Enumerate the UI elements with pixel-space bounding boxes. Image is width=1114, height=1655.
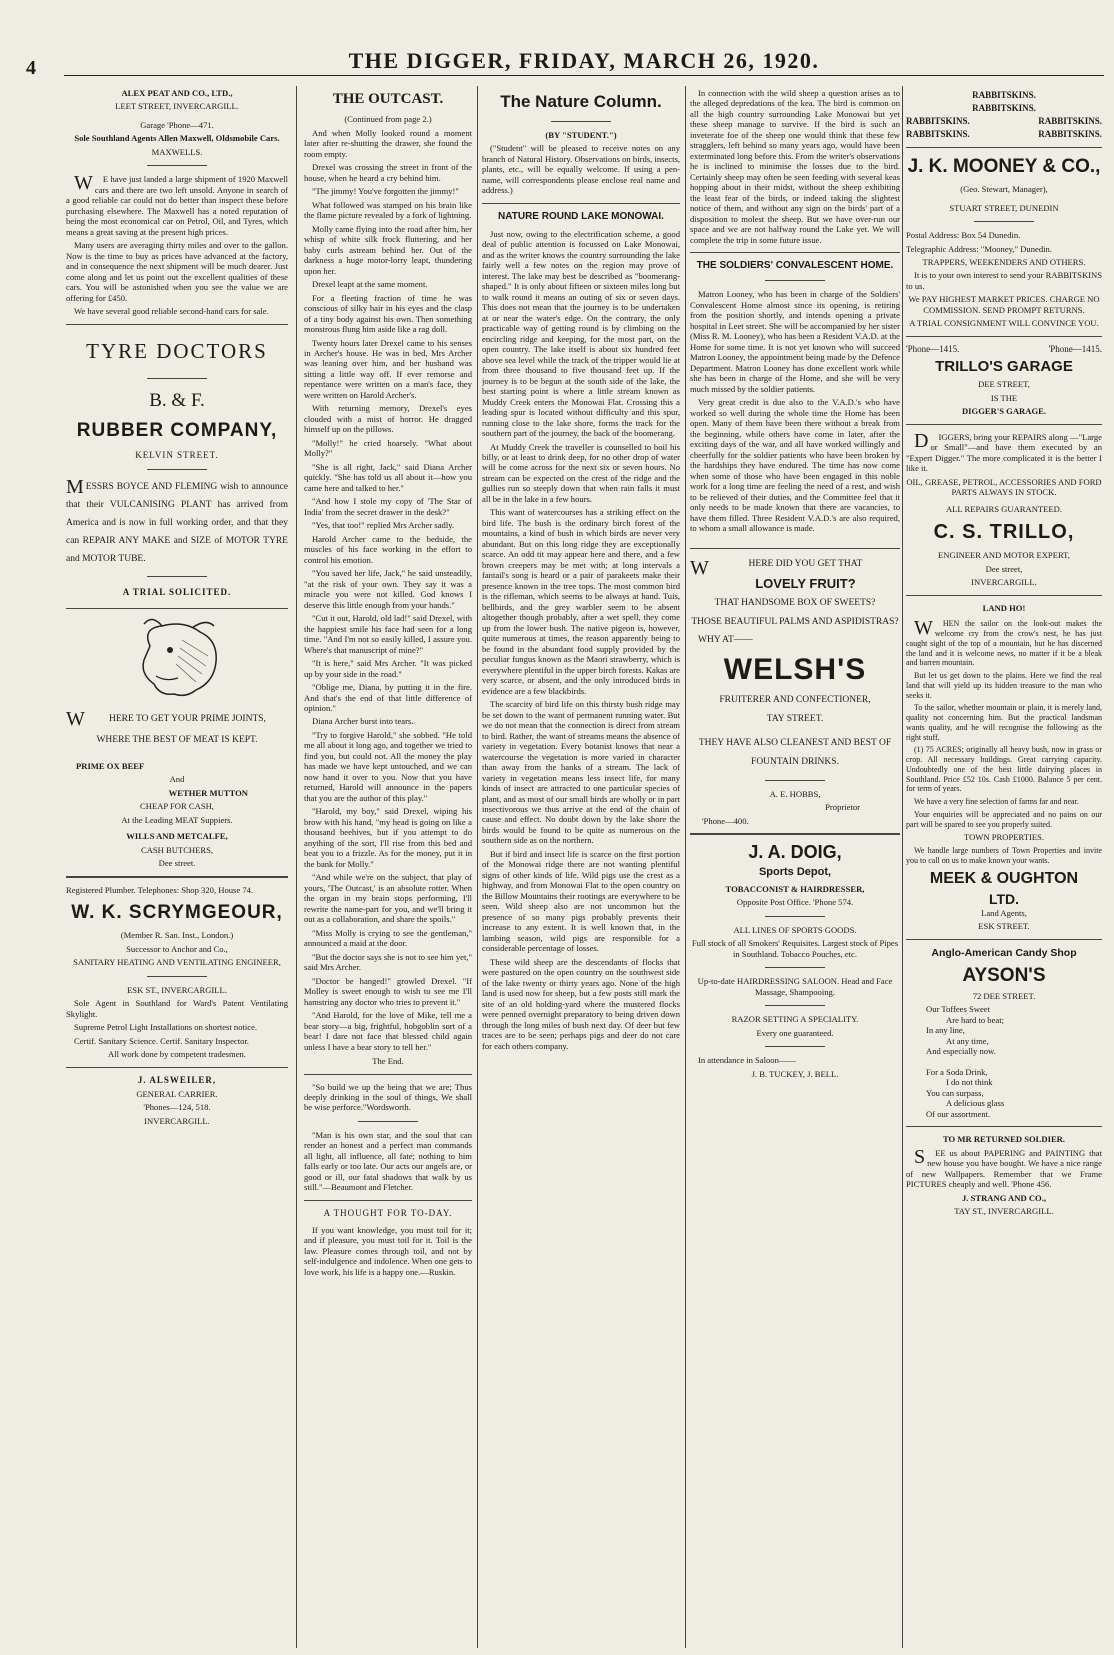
column-2 [304, 88, 472, 1648]
land-paragraph: WHEN the sailor on the look-out makes the welcome cry from the crow's nest, he has just caught sight of the top of a mountain, but he has discerned the land and it is welcome news, no matter if it be a bleak and barren mountain. [906, 617, 1102, 668]
divider [906, 336, 1102, 337]
wordsworth-quote: "So build we up the being that we are; Thus deeply drinking in the soul of things, We shall be wise perforce."Wordsworth. [304, 1081, 472, 1113]
rabbitskins-label: RABBITSKINS. [1038, 128, 1102, 139]
why-at: WHY AT—— [698, 634, 753, 645]
trial-solicited: A TRIAL SOLICITED. [122, 586, 232, 597]
column-1 [66, 88, 288, 1648]
razor-line: RAZOR SETTING A SPECIALITY. [731, 1014, 859, 1025]
strang-name: J. STRANG AND CO., [961, 1192, 1047, 1203]
nature-intro: ("Student" will be pleased to receive notes on any branch of Natural History. Observations on birds, insects, plants, etc., will be equally welcome. If using a pen-name, will correspondents please enclose real name and address.) [482, 143, 680, 196]
divider [551, 121, 611, 122]
outcast-heading: THE OUTCAST. [332, 91, 444, 107]
hobbs-name: A. E. HOBBS, [769, 788, 821, 799]
outcast-paragraph: With returning memory, Drexel's eyes clouded with a mist of horror. He dragged himself up on the pillows. [304, 403, 472, 435]
outcast-paragraph: "And how I stole my copy of 'The Star of India' from the secret drawer in the desk?" [304, 496, 472, 517]
column-rule [685, 86, 686, 1648]
carrier-line: GENERAL CARRIER. [136, 1088, 218, 1099]
poem-line: A delicious glass [946, 1098, 1005, 1109]
column-4 [690, 88, 900, 1648]
plumber-line: Registered Plumber. Telephones: Shop 320, House 74. [66, 884, 254, 895]
full-stock: Full stock of all Smokers' Requisites. Largest stock of Pipes in Southland. Tobacco Pouches, etc. [691, 938, 899, 959]
outcast-paragraph: For a fleeting fraction of time he was conscious of silky hair in his eyes and the clasp of a tiny body against his own. Then something monstrous flung him aside like a rag doll. [304, 292, 472, 335]
all-work-line: All work done by competent tradesmen. [108, 1049, 246, 1060]
kea-paragraph: In connection with the wild sheep a question arises as to the alleged depredations of the kea. The bird is common on all the high country surrounding Lake Monowai but yet these sheep manage to survive. If the bird is such an inveterate foe of the sheep one would think that these few stragglers, left behind so many years ago, would have been exterminated long before this. From the writer's observations he is inclined to minimise the losses due to the bird. Certainly sheep may often be seen feeding with several keas hopping about in their midst, without the sheep exhibiting the least fear of the birds, or indeed taking the slightest notice of them, and without any sign on the birds' part of a disposition to molest the sheep. But we have over-run our space and we are not halfway round the Lake yet. We will complete the trip in some future issue. [690, 88, 900, 245]
land-paragraph: We handle large numbers of Town Properties and invite you to call on us to make known your wants. [906, 845, 1102, 865]
outcast-paragraph: Drexel was crossing the street in front of the house, when he heard a cry behind him. [304, 162, 472, 183]
outcast-paragraph: "And Harold, for the love of Mike, tell me a bear story—a big, frightful, hobgoblin sort of a bear! I dare not face that blessed child again unless I have a bear story to tell her." [304, 1010, 472, 1052]
divider [765, 780, 825, 781]
outcast-paragraph: "The jimmy! You've forgotten the jimmy!" [312, 186, 459, 197]
masthead [64, 48, 1104, 76]
divider [66, 876, 288, 878]
fruit-line-4: THOSE BEAUTIFUL PALMS AND ASPIDISTRAS? [691, 616, 899, 627]
divider [690, 252, 900, 253]
poem-line [906, 1057, 1102, 1067]
rabbitskins-label: RABBITSKINS. [906, 115, 970, 126]
divider [974, 221, 1034, 222]
leading-meat: At the Leading MEAT Suppiers. [121, 814, 233, 825]
attendance-line: In attendance in Saloon—— [698, 1055, 797, 1066]
divider [765, 967, 825, 968]
and-text: And [169, 774, 185, 785]
poem-line: You can surpass, [926, 1087, 984, 1098]
peat-brand: MAXWELLS. [151, 146, 203, 157]
sole-agent-line: Sole Agent in Southland for Ward's Patent Ventilating Skylight. [66, 998, 288, 1019]
meat-headline: WHERE TO GET YOUR PRIME JOINTS, [66, 707, 266, 730]
pay-line: We PAY HIGHEST MARKET PRICES. CHARGE NO COMMISSION. SEND PROMPT RETURNS. [908, 294, 1100, 315]
land-paragraph: We have a very fine selection of farms far and near. [914, 797, 1079, 807]
fruit-line-1: WHERE DID YOU GET THAT [690, 556, 863, 579]
phone-row [906, 344, 1102, 355]
divider [690, 833, 900, 835]
cash-butchers: CASH BUTCHERS, [140, 844, 214, 855]
rabbitskins-label: RABBITSKINS. [972, 102, 1036, 113]
rabbitskins-row [906, 90, 1102, 101]
thought-heading: A THOUGHT FOR TO-DAY. [323, 1207, 453, 1218]
land-paragraph: (1) 75 ACRES; originally all heavy bush, now in grass or crop. All necessary buildings. Great carrying capacity. Undoubtedly one of the best little dairying places in Southland. Price £52 10s. Cash £1000. Balance 5 per cent. for term of years. [906, 745, 1102, 794]
ox-head-icon [122, 616, 232, 704]
supreme-line: Supreme Petrol Light Installations on shortest notice. [74, 1022, 258, 1033]
trillos-garage-heading: TRILLO'S GARAGE [935, 357, 1073, 375]
divider [66, 1067, 288, 1068]
column-5 [906, 88, 1102, 1648]
wether-mutton: WETHER MUTTON [168, 787, 248, 798]
nature-paragraph: The scarcity of bird life on this thirsty bush ridge may be set down to the want of permanent running water. But we do not mean that the connection is direct from stream to bird. Rather, the want of streams means the absence of variety in vegetation. Every botanist knows that near a watercourse the vegetation is more varied in character than away from the banks of a stream. The lack of variety in vegetation means less insect life, for many kinds of insect are attracted to one particular species of plant, and as most of our small birds are wholly or in part insectivorous we thus arrive at the end of the chain of cause and effect. No doubt down by the lake shore the birds would be found to be quite as numerous on the southern side as on the northern. [482, 699, 680, 846]
outcast-paragraph: Diana Archer burst into tears. [312, 716, 414, 727]
rabbitskins-label: RABBITSKINS. [972, 90, 1036, 100]
rabbitskins-row [906, 103, 1102, 114]
divider [147, 976, 207, 977]
outcast-paragraph: "She is all right, Jack," said Diana Archer quickly. "She has told us all about it—how you came here and talked to her." [304, 461, 472, 493]
divider [147, 469, 207, 470]
wills-metcalfe: WILLS AND METCALFE, [126, 831, 228, 842]
divider [66, 608, 288, 609]
dee72-line: 72 DEE STREET. [972, 990, 1036, 1001]
divider [304, 1200, 472, 1201]
oil-line: OIL, GREASE, PETROL, ACCESSORIES AND FORD PARTS ALWAYS IN STOCK. [906, 476, 1102, 498]
peat-name: ALEX PEAT AND CO., LTD., [121, 88, 233, 98]
rabbitskins-row [906, 129, 1102, 140]
peat-paragraph: Many users are averaging thirty miles and over to the gallon. Now is the time to buy as prices have advanced at the factory, and in consequence the next shipment will be much dearer. Just come along and let us point out the excellent qualities of these cars. You will be astonished when you see the value we are offering for £450. [66, 240, 288, 303]
monowai-heading: NATURE ROUND LAKE MONOWAI. [498, 210, 664, 222]
member-line: (Member R. San. Inst., London.) [120, 930, 234, 941]
cheap-for-cash: CHEAP FOR CASH, [140, 801, 214, 812]
candy-shop-heading: Anglo-American Candy Shop [931, 946, 1077, 959]
doig-heading: J. A. DOIG, [748, 842, 842, 863]
newspaper-title: THE DIGGER, FRIDAY, MARCH 26, 1920. [348, 48, 820, 73]
outcast-paragraph: Drexel leapt at the same moment. [312, 279, 428, 290]
mooney-heading: J. K. MOONEY & CO., [907, 155, 1101, 177]
peat-paragraph: WE have just landed a large shipment of 1920 Maxwell cars and there are two left unsold. Anyone in search of a good reliable car could not do better than inspect these before purchasing elsewhere. The Maxwell has a noted reputation of being the most economical car on Petrol, Oil, and Tyres, which means a great saving at the present high prices. [66, 172, 288, 237]
dee-street: Dee street. [158, 858, 196, 869]
dee-street-line: DEE STREET, [978, 379, 1030, 390]
beaumont-quote: "Man is his own star, and the soul that can render an honest and a perfect man commands all light, all influence, all fate; nothing to him falls early or too late. Our acts our angels are, or good or ill, our fatal shadows that walk by us still."—Beaumont and Fletcher. [304, 1129, 472, 1193]
cleanest-line: THEY HAVE ALSO CLEANEST AND BEST OF FOUNTAIN DRINKS. [698, 737, 892, 767]
land-agents: Land Agents, [981, 907, 1027, 918]
poem-line: I do not think [946, 1077, 993, 1088]
divider [765, 916, 825, 917]
tobacconist-line: TOBACCONIST & HAIRDRESSER, [725, 883, 865, 894]
peat-paragraph: We have several good reliable second-hand cars for sale. [74, 306, 269, 317]
divider [482, 203, 680, 204]
diggers-garage-line: DIGGER'S GARAGE. [961, 406, 1047, 417]
invercargill-line: INVERCARGILL. [144, 1115, 210, 1126]
kelvin-street: KELVIN STREET. [135, 449, 219, 460]
divider [765, 1046, 825, 1047]
poem-line: Of our assortment. [926, 1108, 991, 1119]
esk-street: ESK STREET. [978, 921, 1030, 932]
thought-text: If you want knowledge, you must toil for it; and if pleasure, you must toil for it. Toil is the law. Pleasure comes through toil, and not by self-indulgence and indolence. When one gets to love work, his life is a happy one.—Ruskin. [304, 1224, 472, 1277]
sanitary-line: SANITARY HEATING AND VENTILATING ENGINEER, [73, 957, 281, 968]
soldiers-heading: THE SOLDIERS' CONVALESCENT HOME. [696, 260, 894, 272]
candy-poem [906, 1004, 1102, 1119]
nature-paragraph: These wild sheep are the descendants of flocks that were pastured on the open country on the southwest side of the lake twenty or thirty years ago. None of the high land is used now for sheep, but a few posts still mark the site of an old holding-yard where the mustered flocks were penned overnight preparatory to being driven down through the long miles of bush next day. Of deer but few traces are to be seen; perhaps pigs and deer do not care for each others company. [482, 956, 680, 1051]
divider [765, 1005, 825, 1006]
phones-line: 'Phones—124, 518. [143, 1102, 211, 1113]
rubber-company-heading: RUBBER COMPANY, [76, 419, 278, 441]
scrymgeour-heading: W. K. SCRYMGEOUR, [71, 902, 283, 924]
land-ho-heading: LAND HO! [982, 602, 1026, 613]
outcast-paragraph: Molly came flying into the road after him, her whisp of white silk frock fluttering, and her baby curls astream behind her. Out of the darkness a huge motor-lorry leapt, thundering upon her. [304, 223, 472, 276]
soldiers-paragraph: Matron Looney, who has been in charge of the Soldiers' Convalescent Home almost since its opening, is retiring from the position shortly, and intends opening a private hospital in Leet street. She will be accompanied by her sister (Miss R. M. Looney), who has been a Resident V.A.D. at the Home for some time. It is not yet known who will succeed Matron Looney, the appointment being made by the Defence Department. Matron Looney has done excellent work while she has been in charge of the Home, and she will be very much missed by the soldier patients. [690, 289, 900, 394]
page-number: 4 [26, 57, 36, 79]
nature-column-heading: The Nature Column. [500, 92, 662, 111]
returned-soldier-heading: TO MR RETURNED SOLDIER. [942, 1134, 1066, 1145]
trillo-heading: C. S. TRILLO, [933, 521, 1075, 543]
nature-paragraph: But if bird and insect life is scarce on the first portion of the Monowai ridge there are not wanting plentiful signs of other kinds of life. Wild pigs use the crest as a highway, and from Monowai Flat to the open country on the Billow Mountains their rootings are everywhere to be seen. Wild sheep also are not uncommon but the presence of so many pigs probably prevents their increase to any extent. It is well known that, in the lambing season, wild pigs are responsible for a considerable percentage of losses. [482, 848, 680, 954]
dee-street-small: Dee street, [985, 563, 1023, 574]
land-paragraph: To the sailor, whether mountain or plain, it is merely land, quality not concerning him. But the practical landsman wants quality, and he will recognise the following as the right stuff. [906, 703, 1102, 742]
ltd-heading: LTD. [988, 890, 1020, 907]
column-rule [296, 86, 297, 1648]
poem-line: Are hard to beat; [946, 1014, 1004, 1025]
divider [147, 378, 207, 379]
column-3 [482, 88, 680, 1648]
divider [906, 147, 1102, 148]
divider [66, 324, 288, 325]
boyce-text: MESSRS BOYCE AND FLEMING wish to announce that their VULCANISING PLANT has arrived from America and is now in full working order, and that they can REPAIR ANY MAKE and SIZE of MOTOR TYRE and MOTOR TUBE. [66, 475, 288, 564]
outcast-paragraph: What followed was stamped on his brain like the flame picture revealed by a fork of lightning. [304, 199, 472, 221]
rabbitskins-label: RABBITSKINS. [1038, 115, 1102, 126]
esk-line: ESK ST., INVERCARGILL. [127, 984, 227, 995]
poem-line: Our Toffees Sweet [926, 1004, 990, 1015]
engineer-line: ENGINEER AND MOTOR EXPERT, [938, 550, 1070, 561]
tyre-doctors-heading: TYRE DOCTORS [86, 338, 268, 363]
poem-line: In any line, [926, 1025, 965, 1036]
divider [147, 576, 207, 577]
outcast-paragraph: "Cut it out, Harold, old lad!" said Drexel, with the happiest smile his face had seen for a long time. "And I'm not so easily killed, I assure you. Where's that manuscript of mine?" [304, 613, 472, 655]
diggers-paragraph: DIGGERS, bring your REPAIRS along —"Large or Small"—and have them executed by an "Expert Digger." The more complicated it is the better I like it. [906, 429, 1102, 474]
the-end: The End. [372, 1056, 404, 1067]
column-rule [477, 86, 478, 1648]
outcast-paragraph: "Molly!" he cried hoarsely. "What about Molly?" [304, 437, 472, 459]
invercargill-small: INVERCARGILL. [971, 577, 1037, 588]
all-repairs-line: ALL REPAIRS GUARANTEED. [945, 503, 1063, 514]
meat-subline: WHERE THE BEST OF MEAT IS KEPT. [96, 734, 258, 745]
peat-phone: Garage 'Phone—471. [140, 119, 214, 130]
nature-paragraph: At Muddy Creek the traveller is counselled to boil his billy, or at least to drink deep, for no other drop of water will be come across for the next six or seven hours. No stream can be expected on the crest of the ridge and the gullies run so steeply down that when rain falls it must all be in the lake in a few hours. [482, 441, 680, 504]
meek-heading: MEEK & OUGHTON [929, 870, 1079, 888]
outcast-paragraph: Twenty hours later Drexel came to his senses in Archer's house. He was in bed, Mrs Archer was leaning over him, and her husband was sitting a little way off. If ever remorse and repentance were written on a man's face, they were written on Harold Archer's. [304, 337, 472, 400]
fruit-line-3: THAT HANDSOME BOX OF SWEETS? [714, 598, 876, 609]
nature-paragraph: Just now, owing to the electrification scheme, a good deal of public attention is focussed on Lake Monowai, and as the writer knows the country surrounding the lake fairly well a few notes on the region may prove of interest. The lake may best be described as "boomerang-shaped." It is only about fifteen or sixteen miles long but to walk round it means an outing of six or seven days. This does not mean that the journey is to be undertaken at or near the water's edge. On the contrary, the only practicable way of getting round is by climbing on the encircling ridge and keeping, for the most part, on the open country. The lake itself is about six hundred feet above sea level while the track of the tripper would lie at from three thousand to five thousand feet up. If the journey is to be begun at the south side of the lake, the best starting point is where a little stream known as Muddy Creek enters the Monowai Flat. Crossing this a leading spur is located without difficulty and this spur, running close to the lake shore, forms the track for the southern part of the journey, the back of the boomerang. [482, 228, 680, 439]
trial-line: A TRIAL CONSIGNMENT WILL CONVINCE YOU. [909, 318, 1099, 329]
lovely-fruit: LOVELY FRUIT? [755, 576, 856, 592]
divider [147, 165, 207, 166]
is-the-line: IS THE [990, 392, 1018, 403]
outcast-paragraph: Harold Archer came to the bedside, the muscles of his face working in the effort to control his emotion. [304, 533, 472, 565]
fruiterer-line: FRUITERER AND CONFECTIONER, [719, 694, 871, 705]
continued-line: (Continued from page 2.) [344, 114, 432, 125]
trappers-line: TRAPPERS, WEEKENDERS AND OTHERS. [922, 256, 1086, 267]
outcast-paragraph: "But the doctor says she is not to see him yet," said Mrs Archer. [304, 951, 472, 973]
outcast-paragraph: "Try to forgive Harold," she sobbed. "He told me all about it long ago, and together we tried to find you, but could not. All the money the play has made we have kept untouched, and we can now hand it over to you. Now that you have returned, Harold will announce in the papers that you are the author of this play." [304, 729, 472, 803]
outcast-paragraph: "And while we're on the subject, that play of yours, 'The Outcast,' is an absolute rotter. When the organ in my brain stops performing, I'll rewrite the name-part for you, and we'll bring it out as a collaboration, and share the spoils." [304, 872, 472, 925]
outcast-story [304, 128, 472, 1052]
successor-line: Successor to Anchor and Co., [126, 943, 228, 954]
tuckey-line: J. B. TUCKEY, J. BELL. [751, 1068, 839, 1079]
aysons-heading: AYSON'S [962, 964, 1046, 986]
phone-label: 'Phone—1415. [906, 343, 960, 354]
divider [906, 424, 1102, 425]
divider [690, 548, 900, 549]
poem-line: At any time, [946, 1035, 989, 1046]
telegraphic-line: Telegraphic Address: "Mooney," Dunedin. [906, 243, 1052, 254]
outcast-paragraph: "Oblige me, Diana, by putting it in the fire. And that's the end of that little difference of opinion." [304, 682, 472, 713]
postal-line: Postal Address: Box 54 Dunedin. [906, 230, 1021, 241]
guaranteed-line: Every one guaranteed. [756, 1027, 834, 1038]
papering-paragraph: SEE us about PAPERING and PAINTING that new house you have bought. We have a nice range of new Wallpapers. Remember that we Frame PICTURES cheaply and well. 'Phone 456. [906, 1145, 1102, 1190]
divider [906, 595, 1102, 596]
interest-line: It is to your own interest to send your RABBITSKINS to us. [906, 270, 1102, 291]
outcast-paragraph: "Harold, my boy," said Drexel, wiping his brow with his hand, "my head is going on like a thousand beehives, but if you attempt to do anything of the sort, I'll rise from this bed and beat you to a frizzle. As for the money, put it in the bank for Molly." [304, 806, 472, 869]
divider [765, 280, 825, 281]
land-paragraph: But let us get down to the plains. Here we find the real land that will yield up its hidden treasure to the man who seeks it. [906, 671, 1102, 700]
town-properties: TOWN PROPERTIES. [963, 832, 1045, 843]
strang-address: TAY ST., INVERCARGILL. [954, 1206, 1054, 1217]
nature-paragraph: This want of watercourses has a striking effect on the bird life. The bush is the ordinary birch forest of the mountains, a kind of bush in which birds are never very abundant. But on this long ridge they are exceptionally scarce. An odd tit may appear here and there, and a few brown creepers may be met with; at long intervals a fantail's song is heard or a pair of parakeets make their presence known in the tree tops. The most common bird is the rifleman, which seems to be always at hand. Tuis, bellbirds, and the grey warbler seem to be absent altogether though probably, after a wet spell, they come up from the lower bush. The native pigeon is, however, quite numerous at times, the reason apparently being to be found in the abundant food supply provided by the peculiar fungus known as the Maori strawberry, which is everywhere plentiful in the upper birch forests. Kakas are very scarce, or absent, and the only introduced birds in evidence are a few blackbirds. [482, 507, 680, 696]
divider [906, 939, 1102, 940]
bf-heading: B. & F. [149, 390, 205, 412]
soldiers-paragraph: Very great credit is due also to the V.A.D.'s who have worked so well during the whole time the Home has been open. Many of them have been there without a break from the beginning, while others have come in later, after the exciting days of the war, and all have worked willingly and cheerfully for the soldier patients who have been broken by the hardships they have endured. The time has now come when some of those who have been engaged in this noble work for a long time are feeling the need of a rest, and wish to be relieved of their duties, and the Committee feel that it only needs to be made known that there are vacancies, to have them filled. Three Resident V.A.D.'s are also required, to whom a small allowance is made. [690, 397, 900, 534]
certif-line: Certif. Sanitary Science. Certif. Sanitary Inspector. [74, 1035, 249, 1046]
alsweiler-heading: J. ALSWEILER, [137, 1074, 217, 1085]
poem-line: For a Soda Drink, [926, 1066, 988, 1077]
byline: (BY "STUDENT.") [545, 129, 617, 140]
divider [906, 1126, 1102, 1127]
outcast-paragraph: "It is here," said Mrs Archer. "It was picked up by your side in the road." [304, 658, 472, 679]
all-lines: ALL LINES OF SPORTS GOODS. [733, 924, 857, 935]
phone-label: 'Phone—1415. [1048, 343, 1102, 354]
phone-400: 'Phone—400. [702, 815, 749, 826]
tay-street: TAY STREET. [766, 714, 824, 725]
opposite-line: Opposite Post Office. 'Phone 574. [736, 897, 854, 908]
divider [304, 1074, 472, 1075]
nature-article [482, 229, 680, 1051]
ox-beef: PRIME OX BEEF [76, 760, 145, 771]
stuart-street: STUART STREET, DUNEDIN [949, 202, 1059, 213]
outcast-paragraph: "You saved her life, Jack," he said unsteadily, "at the risk of your own. They say it was a miracle you were not killed. God knows I deserve this little enough from your hands." [304, 568, 472, 610]
outcast-paragraph: And when Molly looked round a moment later after re-shutting the drawer, she found the room empty. [304, 127, 472, 159]
land-paragraph: Your enquiries will be appreciated and no pains on our part will be spared to see you properly suited. [906, 809, 1102, 829]
rabbitskins-row [906, 116, 1102, 127]
hairdressing-line: Up-to-date HAIRDRESSING SALOON. Head and Face Massage, Shampooing. [697, 976, 893, 997]
poem-line: And especially now. [926, 1046, 996, 1057]
outcast-paragraph: "Yes, that too!" replied Mrs Archer sadly. [312, 520, 455, 531]
outcast-paragraph: "Doctor be hanged!" growled Drexel. "If Molley is sweet enough to wish to see me I'll hamstring any doctor who tries to prevent it." [304, 975, 472, 1007]
divider [358, 1121, 418, 1122]
rabbitskins-label: RABBITSKINS. [906, 128, 970, 139]
welshs-heading: WELSH'S [723, 653, 867, 687]
outcast-paragraph: "Miss Molly is crying to see the gentleman," announced a maid at the door. [304, 927, 472, 949]
proprietor: Proprietor [825, 802, 860, 813]
sports-depot: Sports Depot, [758, 866, 832, 879]
peat-agents: Sole Southland Agents Allen Maxwell, Oldsmobile Cars. [74, 133, 280, 144]
column-rule [902, 86, 903, 1648]
manager-line: (Geo. Stewart, Manager), [960, 184, 1048, 195]
peat-street: LEET STREET, INVERCARGILL. [115, 101, 239, 112]
